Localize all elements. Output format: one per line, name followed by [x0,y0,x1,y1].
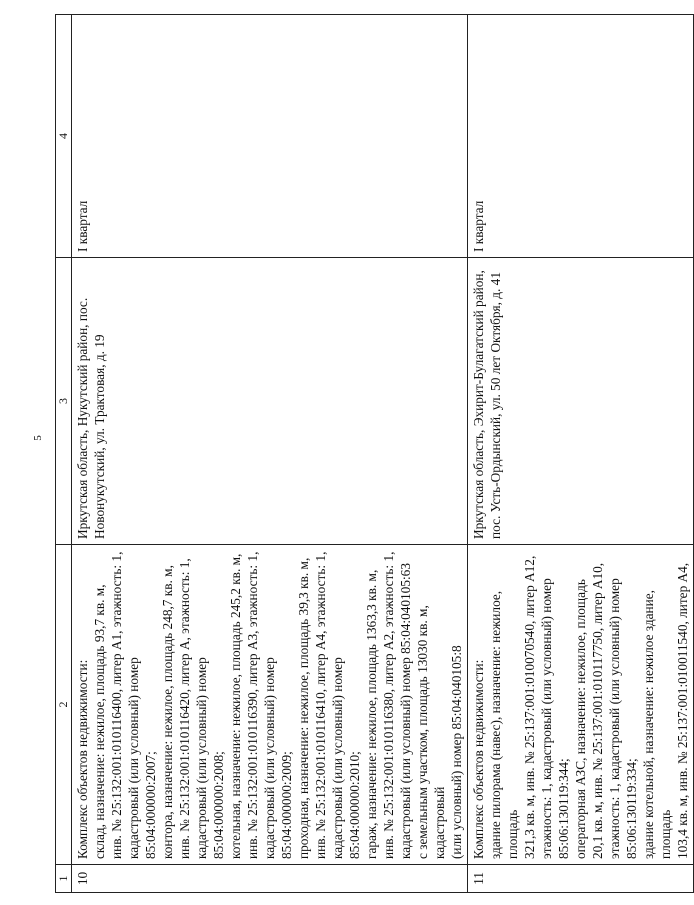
column-number-2: 2 [56,545,72,865]
description-line: этажность: 1, кадастровый (или условный) номер [539,578,554,859]
property-address: Иркутская область, Эхирит-Булагатский район, пос. Усть-Ордынский, ул. 50 лет Октября, д. 41 [468,258,694,545]
description-line: (или условный) номер 85:04:040105:8 [449,645,464,859]
property-table [55,14,694,893]
property-address: Иркутская область, Нукутский район, пос. Новонукутский, ул. Трактовая, д. 19 [72,258,468,545]
property-description [468,545,694,865]
description-line: здание котельной, назначение: нежилое здание, площадь [641,590,673,859]
table-row [72,15,468,893]
description-line: инв. № 25:132:001:010116390, литер А3, этажность: 1, [245,551,260,859]
table-header-row [56,15,72,893]
description-line: кадастровый (или условный) номер 85:04:000000:2008; [194,657,226,859]
column-number-3: 3 [56,258,72,545]
row-number: 11 [468,865,694,893]
description-line: Комплекс объектов недвижимости: [471,659,486,859]
description-line: кадастровый (или условный) номер 85:04:000000:2007; [126,657,158,859]
description-line: 20,1 кв. м, инв. № 25:137:001:010117750, литер А10, [590,562,605,859]
document-sheet [55,15,690,893]
description-line: 103,4 кв. м, инв. № 25:137:001:010011540, литер А4, [675,562,690,859]
description-line: операторная АЗС, назначение: нежилое, площадь [573,579,588,859]
description-line: Комплекс объектов недвижимости: [75,659,90,859]
description-line: кадастровый (или условный) номер 85:04:000000:2009; [262,657,294,859]
rotated-table-wrapper [55,15,690,893]
sale-quarter: I квартал [72,15,468,258]
description-line: инв. № 25:132:001:010116380, литер А2, этажность: 1, [381,551,396,859]
sale-quarter: I квартал [468,15,694,258]
description-line: 85:06:130119:344; [556,758,571,859]
description-line: инв. № 25:132:001:010116420, литер А, этажность: 1, [177,558,192,859]
property-description [72,545,468,865]
column-number-1: 1 [56,865,72,893]
description-line: проходная, назначение: нежилое, площадь 39,3 кв. м, [296,557,311,859]
description-line: кадастровый (или условный) номер 85:04:040105:63 [398,563,413,859]
description-line: гараж, назначение: нежилое, площадь 1363,3 кв. м, [364,569,379,859]
description-line: здание пилорама (навес), назначение: нежилое, площадь [488,590,520,859]
description-line: с земельным участком, площадь 13030 кв. м, кадастровый [415,605,447,859]
description-line: 321,3 кв. м, инв. № 25:137:001:010070540, литер А12, [522,555,537,859]
table-row [468,15,694,893]
description-line: инв. № 25:132:001:010116410, литер А4, этажность: 1, [313,551,328,859]
page-number: 5 [31,435,44,441]
description-line: этажность: 1, кадастровый (или условный) номер [607,578,622,859]
row-number: 10 [72,865,468,893]
description-line: инв. № 25:132:001:010116400, литер А1, этажность: 1, [109,551,124,859]
description-line: 85:06:130119:334; [624,758,639,859]
description-line: кадастровый (или условный) номер 85:04:000000:2010; [330,657,362,859]
description-line: котельная, назначение: нежилое, площадь 245,2 кв. м, [228,553,243,859]
description-line: контора, назначение: нежилое, площадь 248,7 кв. м, [160,565,175,859]
column-number-4: 4 [56,15,72,258]
description-line: склад, назначение: нежилое, площадь 93,7 кв. м, [92,584,107,859]
